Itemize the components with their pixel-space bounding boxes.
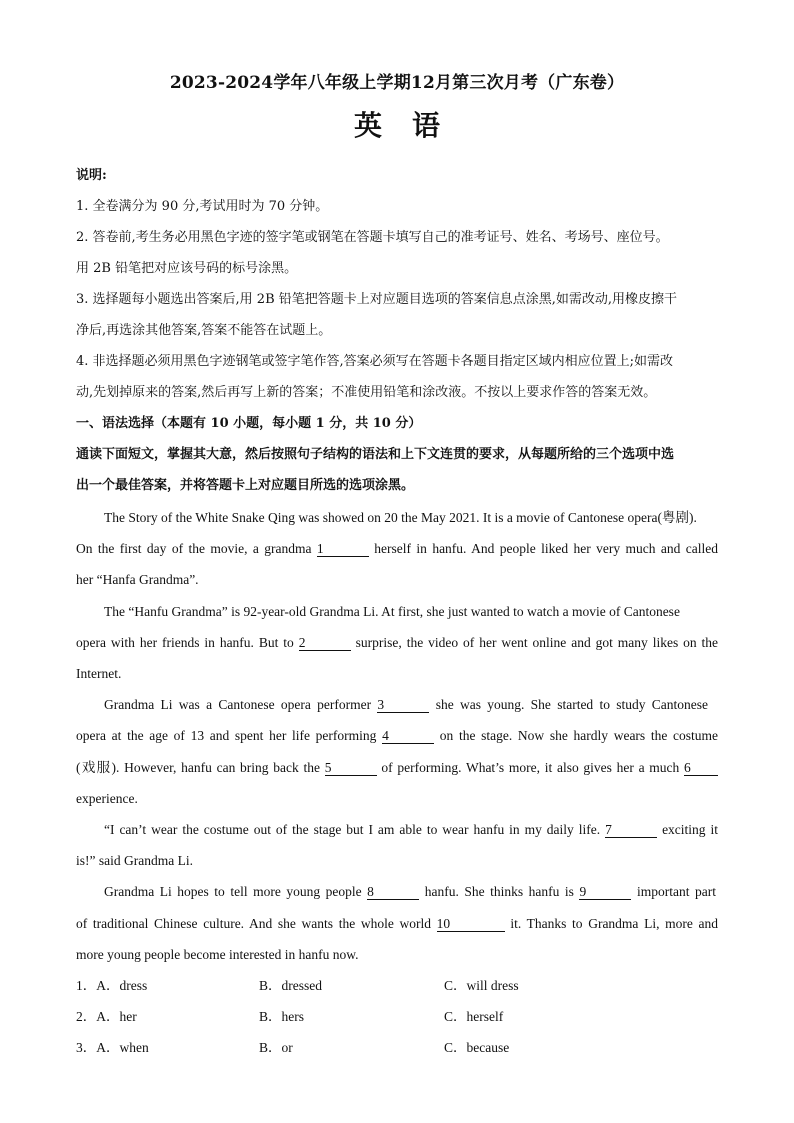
passage-line: Internet.	[76, 666, 122, 681]
passage-line	[104, 820, 718, 840]
passage-text: Grandma Li was a Cantonese opera performer	[104, 697, 372, 712]
option-a: 1．A．dress	[76, 978, 148, 993]
option-a: 3．A．when	[76, 1040, 149, 1055]
passage-line: more young people become interested in hanfu now.	[76, 947, 359, 962]
blank-8: 8	[367, 885, 419, 900]
option-c: C．herself	[444, 1009, 504, 1024]
passage-line	[104, 695, 708, 715]
passage-line	[76, 726, 718, 746]
option-b: B．or	[259, 1040, 293, 1055]
passage-line	[76, 758, 718, 778]
passage-text: of performing. What’s more, it also gives her a much	[381, 760, 680, 775]
passage-line: is!” said Grandma Li.	[76, 853, 193, 868]
section-directions: 通读下面短文，掌握其大意，然后按照句子结构的语法和上下文连贯的要求，从每题所给的三个选项中选	[76, 447, 675, 462]
option-a: 2．A．her	[76, 1009, 137, 1024]
passage-text: “I can’t wear the costume out of the stage but I am able to wear hanfu in my daily life.	[104, 822, 601, 837]
blank-3: 3	[377, 698, 429, 713]
blank-10: 10	[437, 917, 505, 932]
passage-line: The “Hanfu Grandma” is 92-year-old Grandma Li. At first, she just wanted to watch a movie of Cantonese	[104, 604, 680, 619]
passage-text: of traditional Chinese culture. And she wants the whole world	[76, 916, 431, 931]
option-b: B．hers	[259, 1009, 304, 1024]
instruction-line: 净后,再选涂其他答案,答案不能答在试题上。	[76, 323, 332, 338]
passage-text: Grandma Li hopes to tell more young people	[104, 884, 362, 899]
blank-1: 1	[317, 542, 369, 557]
passage-text: it. Thanks to Grandma Li, more and	[510, 916, 719, 931]
exam-title: 2023-2024学年八年级上学期12月第三次月考（广东卷）	[169, 73, 625, 93]
passage-line: The Story of the White Snake Qing was showed on 20 the May 2021. It is a movie of Cantonese opera(粤剧).	[104, 510, 697, 525]
blank-5: 5	[325, 761, 377, 776]
passage-text: hanfu. She thinks hanfu is	[424, 884, 574, 899]
section-heading: 一、语法选择（本题有 10 小题，每小题 1 分，共 10 分）	[76, 416, 422, 431]
passage-text: important part	[637, 884, 717, 899]
instruction-line: 动,先划掉原来的答案,然后再写上新的答案；不准使用铅笔和涂改液。不按以上要求作答的答案无效。	[76, 385, 657, 400]
passage-text: On the first day of the movie, a grandma	[76, 541, 312, 556]
passage-line	[76, 914, 718, 934]
blank-2: 2	[299, 636, 351, 651]
option-c: C．because	[444, 1040, 510, 1055]
blank-6: 6	[684, 761, 718, 776]
instruction-line: 3. 选择题每小题选出答案后,用 2B 铅笔把答题卡上对应题目选项的答案信息点涂黑,如需改动,用橡皮擦干	[76, 292, 678, 307]
passage-line	[104, 882, 716, 902]
instruction-line: 4. 非选择题必须用黑色字迹钢笔或签字笔作答,答案必须写在答题卡各题目指定区域内相应位置上;如需改	[76, 354, 674, 369]
instructions-heading: 说明:	[76, 168, 107, 183]
passage-line	[76, 539, 718, 559]
option-b: B．dressed	[259, 978, 322, 993]
passage-text: opera at the age of 13 and spent her life performing	[76, 728, 377, 743]
option-c: C．will dress	[444, 978, 519, 993]
passage-line: her “Hanfa Grandma”.	[76, 572, 199, 587]
passage-line: experience.	[76, 791, 138, 806]
passage-line	[76, 633, 718, 653]
section-directions: 出一个最佳答案，并将答题卡上对应题目所选的选项涂黑。	[76, 478, 415, 493]
instruction-line: 用 2B 铅笔把对应该号码的标号涂黑。	[76, 261, 298, 276]
passage-text: she was young. She started to study Cantonese	[435, 697, 709, 712]
blank-9: 9	[579, 885, 631, 900]
passage-text: (戏服). However, hanfu can bring back the	[76, 760, 320, 775]
passage-text: on the stage. Now she hardly wears the costume	[439, 728, 719, 743]
instruction-line: 2. 答卷前,考生务必用黑色字迹的签字笔或钢笔在答题卡填写自己的准考证号、姓名、考场号、座位号。	[76, 230, 669, 245]
blank-7: 7	[605, 823, 657, 838]
passage-text: exciting it	[662, 822, 719, 837]
passage-text: opera with her friends in hanfu. But to	[76, 635, 294, 650]
passage-text: surprise, the video of her went online and got many likes on the	[355, 635, 719, 650]
passage-text: herself in hanfu. And people liked her very much and called	[374, 541, 719, 556]
subject-title: 英语	[353, 109, 470, 142]
blank-4: 4	[382, 729, 434, 744]
instruction-line: 1. 全卷满分为 90 分,考试用时为 70 分钟。	[76, 199, 329, 214]
